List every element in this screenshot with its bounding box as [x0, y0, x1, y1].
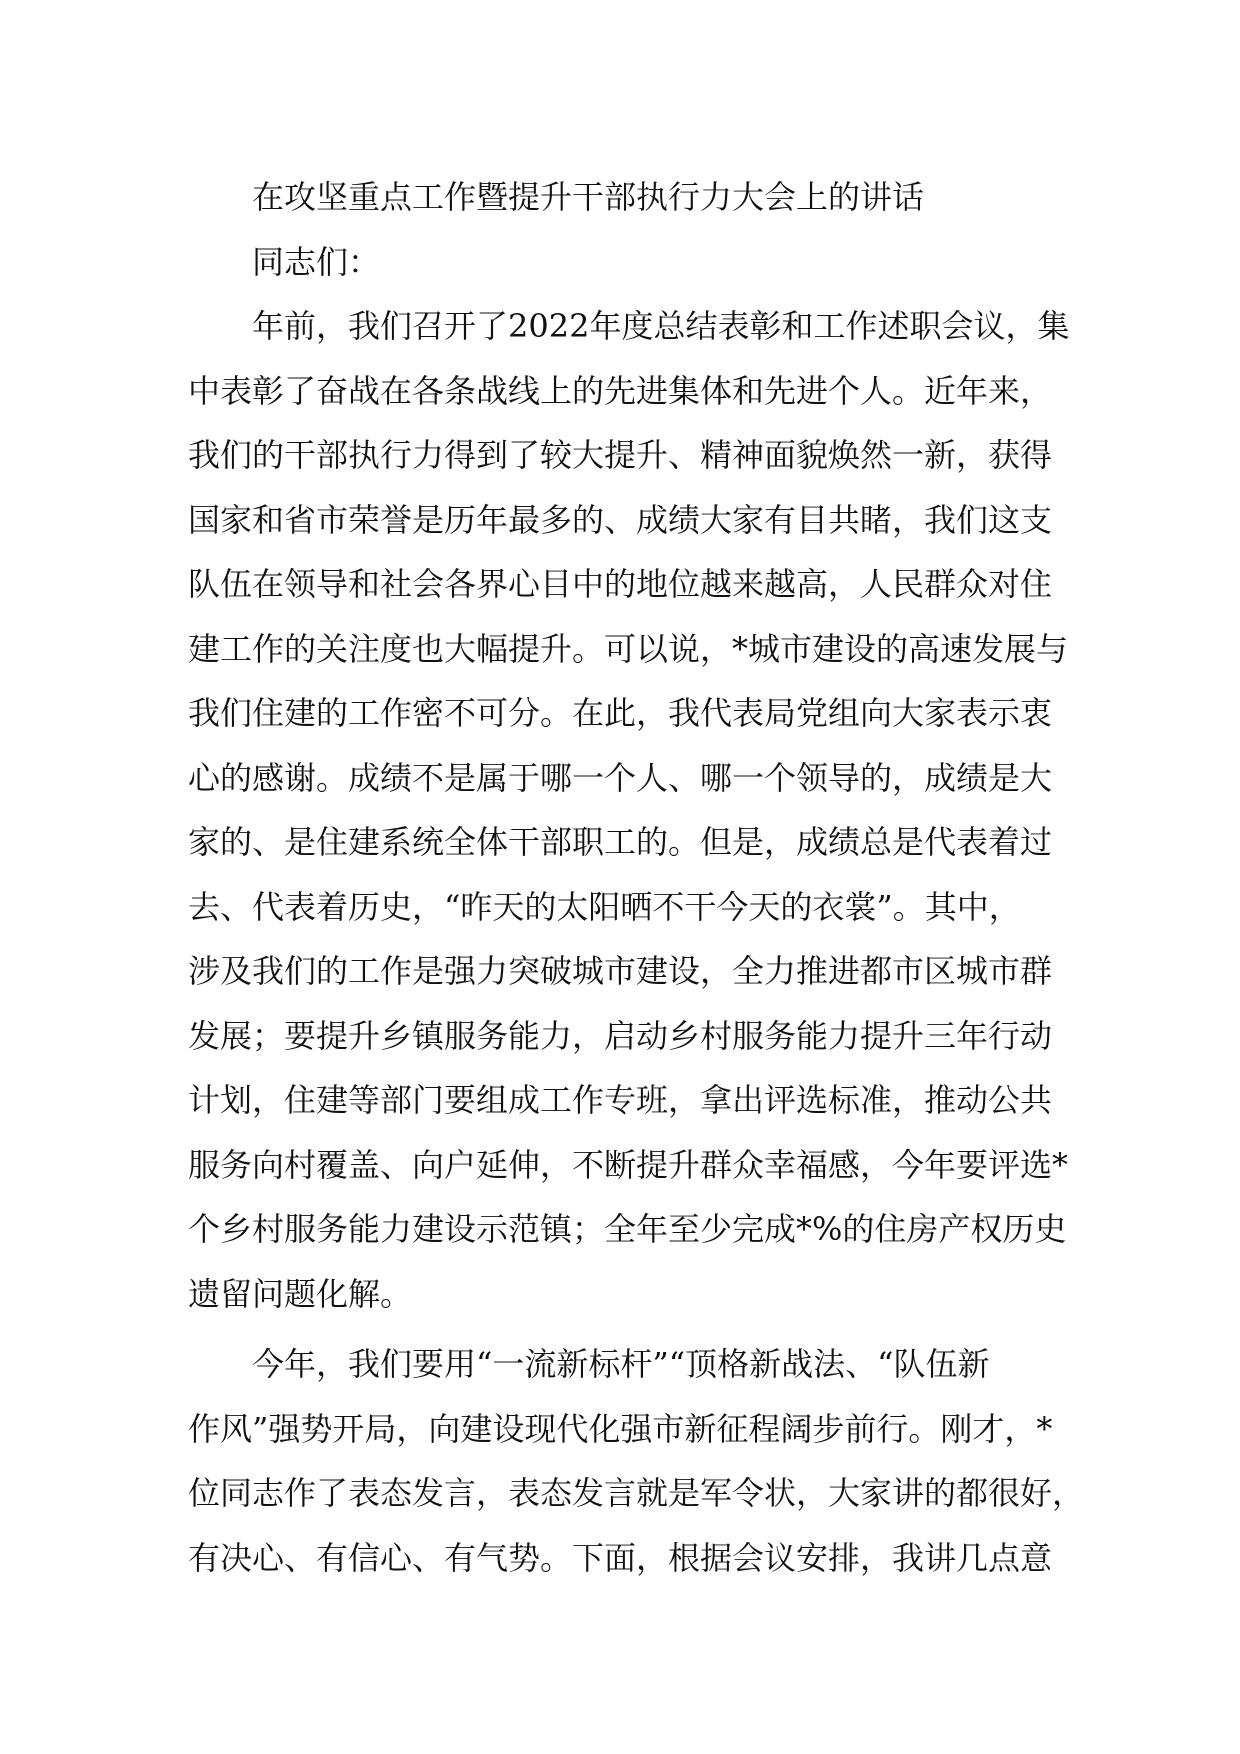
paragraph-line: 个乡村服务能力建设示范镇；全年至少完成*%的住房产权历史 [188, 1210, 1067, 1248]
paragraph-line: 计划，住建等部门要组成工作专班，拿出评选标准，推动公共 [188, 1081, 1053, 1119]
paragraph-line: 服务向村覆盖、向户延伸，不断提升群众幸福感，今年要评选* [188, 1145, 1069, 1184]
document-title: 在攻坚重点工作暨提升干部执行力大会上的讲话 [252, 178, 925, 216]
paragraph-line: 去、代表着历史，“昨天的太阳晒不干今天的衣裳”。其中， [188, 887, 1021, 926]
paragraph-line: 我们住建的工作密不可分。在此，我代表局党组向大家表示衷 [188, 694, 1053, 732]
paragraph-line: 发展；要提升乡镇服务能力，启动乡村服务能力提升三年行动 [188, 1016, 1053, 1055]
paragraph-line: 建工作的关注度也大幅提升。可以说，*城市建设的高速发展与 [188, 629, 1069, 668]
paragraph-2 [188, 1332, 1085, 1590]
paragraph-line: 今年，我们要用“一流新标杆”“顶格新战法、“队伍新 [252, 1345, 990, 1383]
paragraph-line: 中表彰了奋战在各条战线上的先进集体和先进个人。近年来， [188, 371, 1053, 410]
paragraph-line: 涉及我们的工作是强力突破城市建设，全力推进都市区城市群 [188, 952, 1053, 990]
paragraph-line: 年前，我们召开了2022年度总结表彰和工作述职会议，集 [252, 307, 1070, 345]
paragraph-line: 有决心、有信心、有气势。下面，根据会议安排，我讲几点意 [188, 1538, 1053, 1577]
paragraph-line: 心的感谢。成绩不是属于哪一个人、哪一个领导的，成绩是大 [188, 758, 1053, 797]
paragraph-1 [188, 294, 1068, 1326]
paragraph-line: 作风”强势开局，向建设现代化强市新征程阔步前行。刚才，* [188, 1409, 1053, 1448]
salutation: 同志们： [252, 242, 381, 281]
paragraph-line: 家的、是住建系统全体干部职工的。但是，成绩总是代表着过 [188, 823, 1053, 861]
paragraph-line: 位同志作了表态发言，表态发言就是军令状，大家讲的都很好， [188, 1474, 1085, 1512]
paragraph-line: 我们的干部执行力得到了较大提升、精神面貌焕然一新，获得 [188, 436, 1053, 474]
paragraph-line: 遗留问题化解。 [188, 1274, 413, 1313]
paragraph-line: 队伍在领导和社会各界心目中的地位越来越高，人民群众对住 [188, 565, 1053, 603]
paragraph-line: 国家和省市荣誉是历年最多的、成绩大家有目共睹，我们这支 [188, 500, 1053, 539]
speech-body [188, 165, 1085, 1590]
